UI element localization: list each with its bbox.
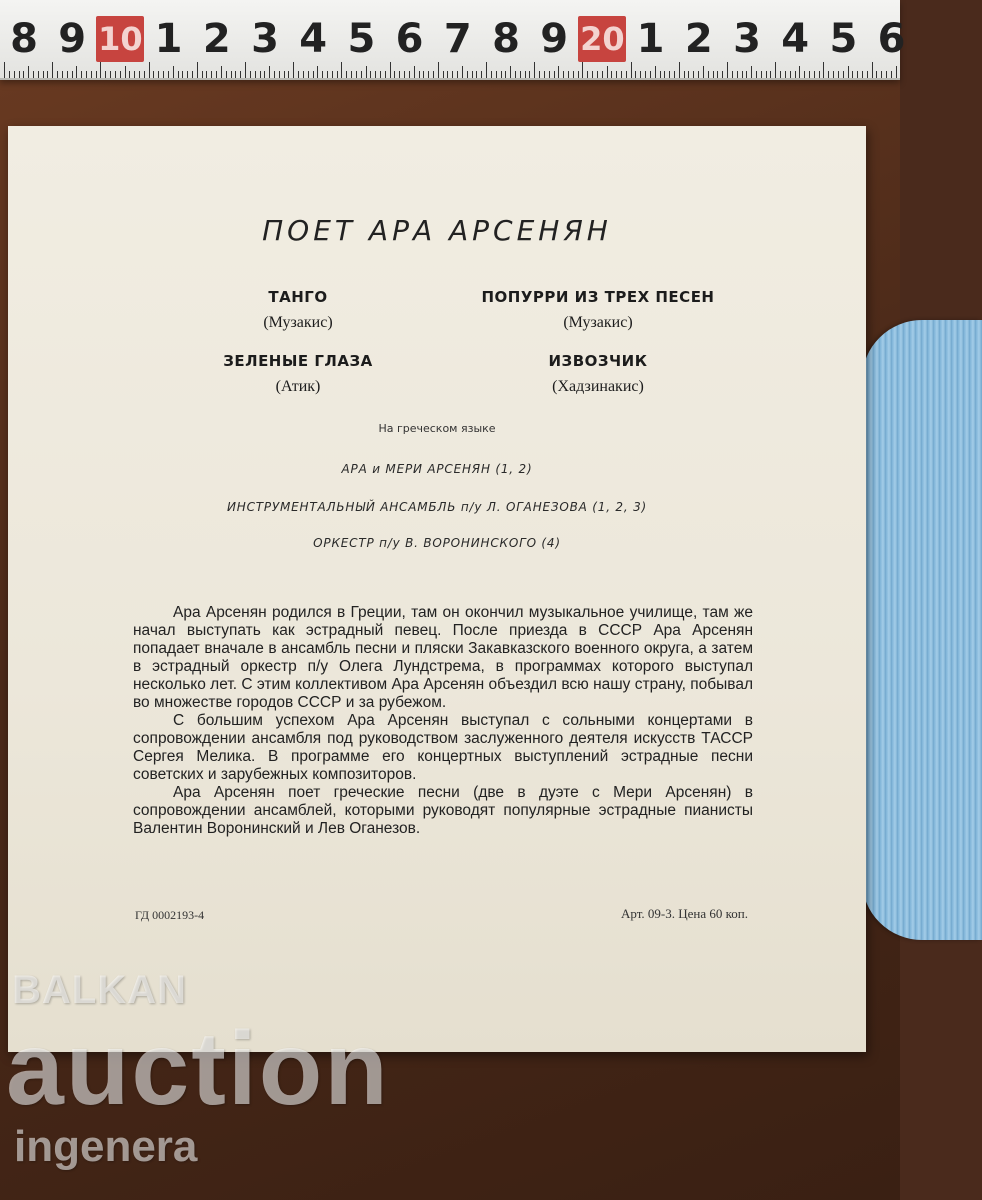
ruler-tick — [727, 62, 728, 78]
ruler-tick — [250, 71, 251, 78]
song-1 — [158, 288, 438, 332]
ruler-tick — [187, 71, 188, 78]
ruler-tick — [332, 71, 333, 78]
vinyl-record-edge — [862, 320, 982, 940]
ruler-tick — [770, 71, 771, 78]
sleeve-title: ПОЕТ АРА АРСЕНЯН — [262, 214, 612, 247]
ruler-tick — [462, 66, 463, 78]
song-composer: (Музакис) — [263, 314, 333, 331]
ruler-tick — [558, 66, 559, 78]
ruler-tick — [602, 71, 603, 78]
ruler-tick — [235, 71, 236, 78]
bio-paragraph: Ара Арсенян поет греческие песни (две в дуэте с Мери Арсенян) в сопровождении ансамблей, которыми руководят популярные эстрадные пианисты Валентин Воронинский и Лев Оганезов. — [133, 784, 753, 837]
ruler-tick — [737, 71, 738, 78]
ruler-tick — [505, 71, 506, 78]
ruler-tick — [419, 71, 420, 78]
price-label: Арт. 09-3. Цена 60 коп. — [621, 906, 748, 921]
ruler-tick — [544, 71, 545, 78]
measuring-tape — [0, 0, 906, 80]
ruler-tick — [216, 71, 217, 78]
ruler-tick — [722, 71, 723, 78]
ruler-tick — [86, 71, 87, 78]
ruler-tick — [308, 71, 309, 78]
ruler-tick — [303, 71, 304, 78]
ruler-tick — [100, 62, 101, 78]
ruler-tick — [549, 71, 550, 78]
ruler-tick — [635, 71, 636, 78]
ruler-tick — [206, 71, 207, 78]
ruler-number: 2 — [202, 16, 231, 62]
ruler-tick — [563, 71, 564, 78]
ruler-tick — [168, 71, 169, 78]
ruler-tick — [144, 71, 145, 78]
ruler-tick — [264, 71, 265, 78]
ruler-tick — [886, 71, 887, 78]
ruler-tick — [110, 71, 111, 78]
ruler-tick — [129, 71, 130, 78]
ruler-tick — [621, 71, 622, 78]
ruler-tick — [139, 71, 140, 78]
ruler-tick — [346, 71, 347, 78]
ruler-tick — [732, 71, 733, 78]
ruler-tick — [438, 62, 439, 78]
ruler-tick — [457, 71, 458, 78]
ruler-tick — [120, 71, 121, 78]
ruler-tick — [766, 71, 767, 78]
ruler-number: 20 — [578, 16, 626, 62]
ruler-tick — [52, 62, 53, 78]
ruler-tick — [443, 71, 444, 78]
ruler-number: 6 — [395, 16, 424, 62]
ruler-tick — [785, 71, 786, 78]
ruler-tick — [472, 71, 473, 78]
ruler-tick — [568, 71, 569, 78]
watermark-line: BALKAN — [12, 968, 187, 1012]
ruler-tick — [679, 62, 680, 78]
ruler-tick — [293, 62, 294, 78]
ruler-tick — [96, 71, 97, 78]
ruler-tick — [125, 66, 126, 78]
ruler-tick — [852, 71, 853, 78]
ruler-tick — [814, 71, 815, 78]
ruler-tick — [688, 71, 689, 78]
ruler-tick — [409, 71, 410, 78]
ruler-tick — [799, 66, 800, 78]
ruler-tick — [240, 71, 241, 78]
ruler-tick — [650, 71, 651, 78]
ruler-tick — [587, 71, 588, 78]
ruler-tick — [645, 71, 646, 78]
ruler-tick — [149, 62, 150, 78]
ruler-tick — [872, 62, 873, 78]
ruler-tick — [211, 71, 212, 78]
song-title: ПОПУРРИ ИЗ ТРЕХ ПЕСЕН — [481, 288, 715, 306]
ruler-tick — [313, 71, 314, 78]
ruler-tick — [38, 71, 39, 78]
language-note: На греческом языке — [378, 422, 496, 435]
ruler-tick — [486, 62, 487, 78]
ruler-tick — [501, 71, 502, 78]
ruler-tick — [756, 71, 757, 78]
ruler-tick — [534, 62, 535, 78]
watermark-line: auction — [6, 1011, 390, 1127]
song-2 — [448, 288, 748, 332]
ruler-number: 4 — [299, 16, 328, 62]
song-composer: (Атик) — [275, 378, 321, 395]
ruler-tick — [4, 62, 5, 78]
ruler-tick — [47, 71, 48, 78]
ruler-tick — [833, 71, 834, 78]
ruler-tick — [660, 71, 661, 78]
ruler-number: 9 — [540, 16, 569, 62]
ruler-tick — [611, 71, 612, 78]
ruler-tick — [327, 71, 328, 78]
ruler-tick — [57, 71, 58, 78]
ruler-number: 1 — [154, 16, 183, 62]
ruler-tick — [746, 71, 747, 78]
ruler-tick — [178, 71, 179, 78]
ruler-tick — [804, 71, 805, 78]
ruler-tick — [385, 71, 386, 78]
ruler-tick — [539, 71, 540, 78]
ruler-tick — [366, 66, 367, 78]
ruler-tick — [529, 71, 530, 78]
ruler-tick — [597, 71, 598, 78]
ruler-tick — [337, 71, 338, 78]
ruler-tick — [341, 62, 342, 78]
ruler-tick — [626, 71, 627, 78]
ruler-number: 1 — [636, 16, 665, 62]
ruler-tick — [245, 62, 246, 78]
ruler-tick — [19, 71, 20, 78]
ruler-tick — [607, 66, 608, 78]
ruler-tick — [496, 71, 497, 78]
ruler-number: 5 — [829, 16, 858, 62]
ruler-tick — [467, 71, 468, 78]
song-composer: (Хадзинакис) — [552, 378, 644, 395]
ruler-tick — [891, 71, 892, 78]
ruler-number: 8 — [492, 16, 520, 62]
ruler-tick — [91, 71, 92, 78]
credit-line: ОРКЕСТР п/у В. ВОРОНИНСКОГО (4) — [313, 536, 561, 550]
ruler-tick — [713, 71, 714, 78]
ruler-tick — [231, 71, 232, 78]
ruler-tick — [428, 71, 429, 78]
bio-paragraph: Ара Арсенян родился в Греции, там он окончил музыкальное училище, там же начал выступать как эстрадный певец. После приезда в СССР Ара Арсенян попадает вначале в ансамбль песни и пляски Закавказского военного округа, а затем в эстрадный оркестр п/у Олега Лундстрема, в программах которого выступал несколько лет. С этим коллективом Ара Арсенян объездил всю нашу страну, побывал во множестве городов СССР и за рубежом. — [133, 604, 753, 711]
credit-line: ИНСТРУМЕНТАЛЬНЫЙ АНСАМБЛЬ п/у Л. ОГАНЕЗОВА (1, 2, 3) — [226, 500, 648, 514]
ruler-tick — [481, 71, 482, 78]
ruler-tick — [592, 71, 593, 78]
ruler-tick — [414, 66, 415, 78]
ruler-number: 9 — [58, 16, 87, 62]
ruler-tick — [698, 71, 699, 78]
ruler-tick — [361, 71, 362, 78]
ruler-tick — [510, 66, 511, 78]
ruler-tick — [684, 71, 685, 78]
ruler-tick — [515, 71, 516, 78]
ruler-tick — [669, 71, 670, 78]
ruler-tick — [896, 66, 897, 78]
song-composer: (Музакис) — [563, 314, 633, 331]
ruler-tick — [255, 71, 256, 78]
ruler-tick — [655, 66, 656, 78]
ruler-tick — [197, 62, 198, 78]
ruler-tick — [81, 71, 82, 78]
biography-text — [133, 604, 753, 838]
ruler-tick — [394, 71, 395, 78]
ruler-tick — [351, 71, 352, 78]
ruler-tick — [76, 66, 77, 78]
ruler-tick — [375, 71, 376, 78]
ruler-tick — [780, 71, 781, 78]
song-title: ИЗВОЗЧИК — [548, 352, 648, 370]
ruler-tick — [742, 71, 743, 78]
ruler-tick — [317, 66, 318, 78]
ruler-tick — [828, 71, 829, 78]
ruler-tick — [843, 71, 844, 78]
ruler-tick — [578, 71, 579, 78]
ruler-tick — [390, 62, 391, 78]
ruler-tick — [404, 71, 405, 78]
ruler-tick — [423, 71, 424, 78]
ruler-number: 8 — [10, 16, 38, 62]
song-3 — [158, 352, 438, 396]
ruler-tick — [761, 71, 762, 78]
ruler-tick — [582, 62, 583, 78]
ruler-tick — [23, 71, 24, 78]
ruler-tick — [674, 71, 675, 78]
ruler-tick — [664, 71, 665, 78]
ruler-tick — [452, 71, 453, 78]
ruler-tick — [881, 71, 882, 78]
ruler-tick — [708, 71, 709, 78]
ruler-tick — [573, 71, 574, 78]
ruler-tick — [28, 66, 29, 78]
ruler-tick — [33, 71, 34, 78]
ruler-tick — [838, 71, 839, 78]
ruler-number: 6 — [877, 16, 906, 62]
ruler-tick — [631, 62, 632, 78]
ruler-tick — [717, 71, 718, 78]
ruler-tick — [693, 71, 694, 78]
ruler-number: 3 — [251, 16, 279, 62]
ruler-tick — [775, 62, 776, 78]
ruler-tick — [356, 71, 357, 78]
ruler-tick — [370, 71, 371, 78]
ruler-tick — [226, 71, 227, 78]
ruler-tick — [857, 71, 858, 78]
ruler-tick — [640, 71, 641, 78]
ruler-tick — [14, 71, 15, 78]
ruler-tick — [173, 66, 174, 78]
ruler-number: 4 — [781, 16, 810, 62]
ruler-tick — [279, 71, 280, 78]
ruler-tick — [809, 71, 810, 78]
song-4 — [448, 352, 748, 396]
ruler-tick — [433, 71, 434, 78]
ruler-tick — [823, 62, 824, 78]
ruler-tick — [447, 71, 448, 78]
ruler-tick — [616, 71, 617, 78]
ruler-tick — [751, 66, 752, 78]
ruler-tick — [134, 71, 135, 78]
ruler-tick — [62, 71, 63, 78]
ruler-tick — [380, 71, 381, 78]
ruler-tick — [72, 71, 73, 78]
credit-line: АРА и МЕРИ АРСЕНЯН (1, 2) — [341, 462, 533, 476]
catalog-number: ГД 0002193-4 — [135, 908, 205, 922]
ruler-tick — [9, 71, 10, 78]
ruler-tick — [182, 71, 183, 78]
song-title: ТАНГО — [268, 288, 328, 306]
ruler-tick — [876, 71, 877, 78]
ruler-tick — [399, 71, 400, 78]
ruler-tick — [819, 71, 820, 78]
ruler-tick — [67, 71, 68, 78]
ruler-tick — [105, 71, 106, 78]
ruler-tick — [554, 71, 555, 78]
ruler-tick — [790, 71, 791, 78]
watermark-line: ingenera — [14, 1122, 198, 1171]
ruler-tick — [491, 71, 492, 78]
ruler-number: 5 — [347, 16, 376, 62]
ruler-tick — [115, 71, 116, 78]
ruler-tick — [274, 71, 275, 78]
ruler-tick — [221, 66, 222, 78]
ruler-tick — [43, 71, 44, 78]
ruler-tick — [298, 71, 299, 78]
song-title: ЗЕЛЕНЫЕ ГЛАЗА — [223, 352, 373, 370]
record-sleeve — [8, 126, 866, 1052]
ruler-tick — [848, 66, 849, 78]
ruler-tick — [288, 71, 289, 78]
ruler-tick — [192, 71, 193, 78]
ruler-number: 2 — [684, 16, 713, 62]
ruler-tick — [476, 71, 477, 78]
ruler-tick — [269, 66, 270, 78]
ruler-number: 3 — [733, 16, 761, 62]
bio-paragraph: С большим успехом Ара Арсенян выступал с сольными концертами в сопровождении ансамбля под руководством заслуженного деятеля искусств ТАССР Сергея Мелика. В программе его концертных выступлений эстрадные песни советских и зарубежных композиторов. — [133, 712, 753, 783]
ruler-tick — [284, 71, 285, 78]
ruler-tick — [260, 71, 261, 78]
ruler-tick — [525, 71, 526, 78]
ruler-tick — [153, 71, 154, 78]
ruler-tick — [520, 71, 521, 78]
ruler-number: 7 — [443, 16, 472, 62]
ruler-tick — [163, 71, 164, 78]
ruler-tick — [703, 66, 704, 78]
ruler-tick — [202, 71, 203, 78]
ruler-tick — [158, 71, 159, 78]
ruler-tick — [795, 71, 796, 78]
ruler-tick — [867, 71, 868, 78]
ruler-tick — [862, 71, 863, 78]
ruler-number: 10 — [96, 16, 144, 62]
ruler-tick — [322, 71, 323, 78]
